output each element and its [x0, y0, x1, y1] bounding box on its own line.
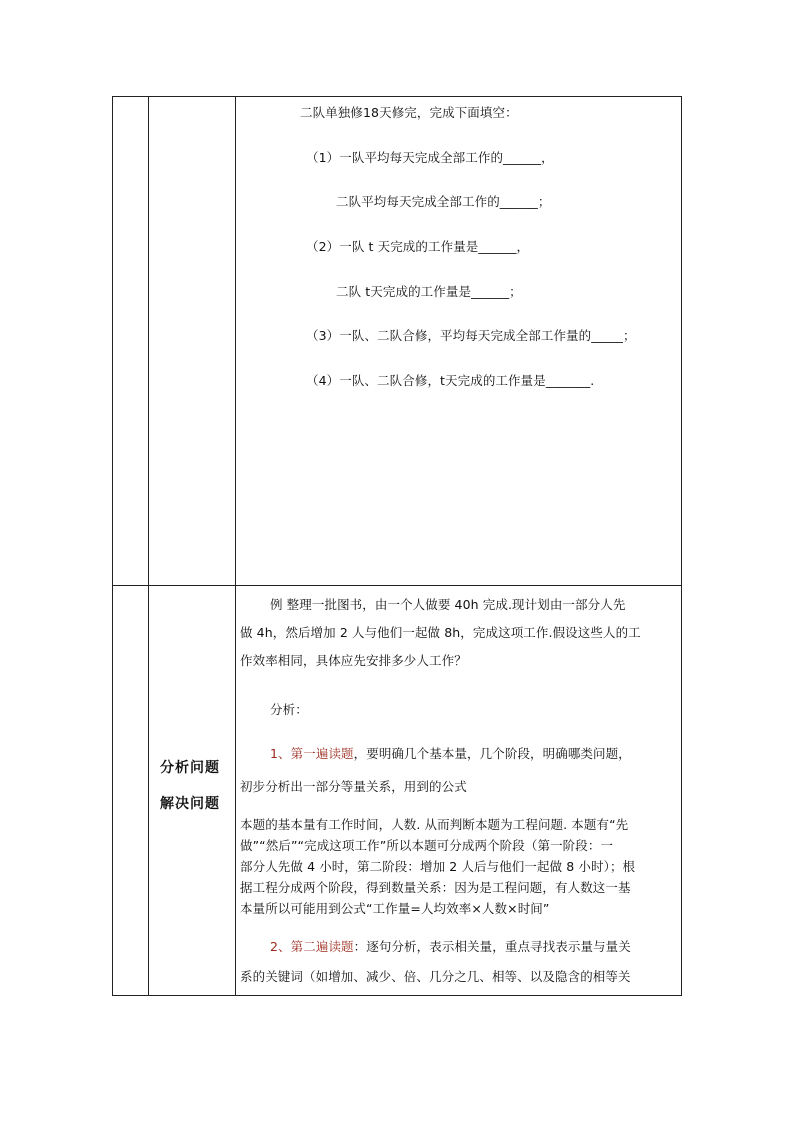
question-2b: 二队 t天完成的工作量是______； — [336, 284, 522, 299]
analysis-label: 分析： — [270, 702, 308, 717]
paragraph-line-5: 本量所以可能用到公式“工作量=人均效率×人数×时间” — [240, 901, 550, 916]
table-left-border — [112, 96, 113, 996]
step-1-text: ，要明确几个基本量，几个阶段，明确哪类问题， — [353, 746, 631, 761]
row1-intro-text: 二队单独修18天修完，完成下面填空： — [300, 105, 518, 120]
example-line-1: 例 整理一批图书，由一个人做要 40h 完成.现计划由一部分人先 — [270, 597, 626, 612]
table-col1-divider — [148, 96, 149, 996]
table-col2-divider — [235, 96, 236, 996]
example-line-2: 做 4h，然后增加 2 人与他们一起做 8h，完成这项工作.假设这些人的工 — [240, 625, 641, 640]
question-1a: （1）一队平均每天完成全部工作的______， — [306, 150, 554, 165]
step-1-marker: 1、第一遍读题 — [270, 746, 354, 761]
paragraph-line-4: 据工程分成两个阶段，得到数量关系：因为是工程问题，有人数这一基 — [240, 880, 631, 895]
section-label-analyze: 分析问题 — [160, 760, 220, 776]
question-4: （4）一队、二队合修，t天完成的工作量是_______. — [306, 373, 595, 388]
question-2a: （2）一队 t 天完成的工作量是______， — [306, 239, 530, 254]
table-right-border — [681, 96, 682, 996]
paragraph-line-1: 本题的基本量有工作时间，人数. 从而判断本题为工程问题. 本题有“先 — [240, 817, 629, 832]
table-row-divider — [112, 585, 682, 586]
paragraph-line-3: 部分人先做 4 小时，第二阶段：增加 2 人后与他们一起做 8 小时）；根 — [240, 859, 636, 874]
example-line-3: 作效率相同，具体应先安排多少人工作？ — [240, 653, 467, 668]
step-2-text: ：逐句分析，表示相关量，重点寻找表示量与量关 — [353, 939, 631, 954]
section-label-solve: 解决问题 — [160, 796, 220, 812]
paragraph-line-2: 做”“然后”“完成这项工作”所以本题可分成两个阶段（第一阶段：一 — [240, 838, 614, 853]
step-2-line-2: 系的关键词（如增加、减少、倍、几分之几、相等、以及隐含的相等关 — [240, 969, 631, 984]
step-1-line-1 — [270, 745, 631, 763]
step-1-line-2: 初步分析出一部分等量关系，用到的公式 — [240, 779, 467, 794]
table-bottom-border — [112, 995, 682, 996]
step-2-line-1 — [270, 938, 631, 956]
question-1b: 二队平均每天完成全部工作的______； — [336, 194, 551, 209]
question-3: （3）一队、二队合修，平均每天完成全部工作量的_____； — [306, 328, 636, 343]
table-top-border — [112, 96, 682, 97]
step-2-marker: 2、第二遍读题 — [270, 939, 354, 954]
